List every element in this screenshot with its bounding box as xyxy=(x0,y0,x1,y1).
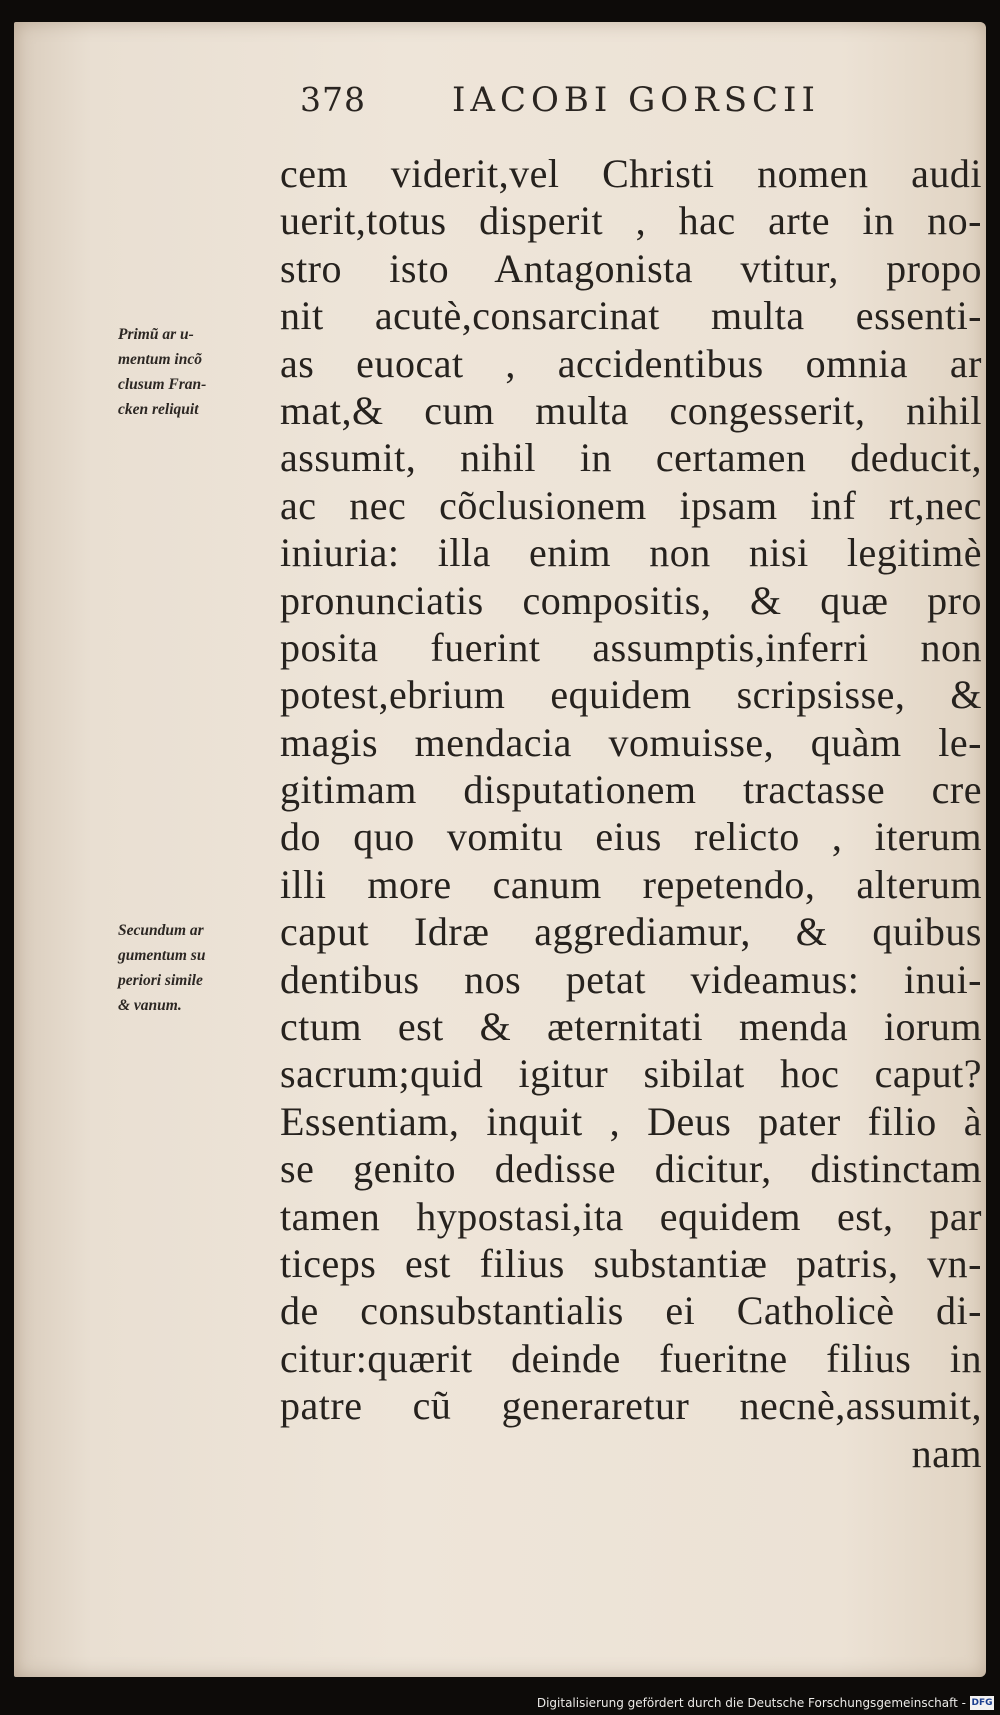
text-line: do quo vomitu eius relicto , iterum xyxy=(280,814,982,860)
text-line: ticeps est filius substantiæ patris, vn- xyxy=(280,1240,982,1286)
running-title: IACOBI GORSCII xyxy=(452,80,820,120)
text-line: Essentiam, inquit , Deus pater filio à xyxy=(280,1098,982,1144)
text-line: cem viderit,vel Christi nomen audi xyxy=(280,151,982,196)
text-line: iniuria: illa enim non nisi legitimè xyxy=(280,530,982,576)
text-line: magis mendacia vomuisse, quàm le- xyxy=(280,719,982,765)
text-line: citur:quærit deinde fueritne filius in xyxy=(280,1335,982,1381)
dfg-logo-icon: DFG xyxy=(971,1698,993,1708)
page-number: 378 xyxy=(300,80,366,119)
margin-note-line: mentum incõ xyxy=(118,351,202,368)
text-line: assumit, nihil in certamen deducit, xyxy=(280,435,982,481)
margin-note-line: & vanum. xyxy=(118,997,182,1014)
margin-note-line: periori simile xyxy=(118,972,203,989)
text-line: ac nec cõclusionem ipsam inf rt,nec xyxy=(280,482,982,528)
text-line: nit acutè,consarcinat multa essenti- xyxy=(280,293,982,339)
text-line: as euocat , accidentibus omnia ar xyxy=(280,340,982,386)
funding-notice: Digitalisierung gefördert durch die Deutsche Forschungsgemeinschaft - xyxy=(536,1696,966,1710)
margin-note-second-argument xyxy=(118,918,278,1018)
catchword: nam xyxy=(911,1430,982,1476)
text-line: gitimam disputationem tractasse cre xyxy=(280,767,982,813)
text-line: tamen hypostasi,ita equidem est, par xyxy=(280,1193,982,1239)
text-line: uerit,totus disperit , hac arte in no- xyxy=(280,198,982,244)
margin-note-line: clusum Fran- xyxy=(118,376,207,393)
margin-note-first-argument xyxy=(118,322,278,422)
margin-note-line: Primũ ar u- xyxy=(118,326,194,343)
text-line: posita fuerint assumptis,inferri non xyxy=(280,624,982,670)
text-line: illi more canum repetendo, alterum xyxy=(280,861,982,907)
text-line: de consubstantialis ei Catholicè di- xyxy=(280,1288,982,1334)
text-line: pronunciatis compositis, & quæ pro xyxy=(280,577,982,623)
text-line: caput Idræ aggrediamur, & quibus xyxy=(280,909,982,955)
margin-note-line: gumentum su xyxy=(118,947,206,964)
text-line: stro isto Antagonista vtitur, propo xyxy=(280,245,982,291)
book-page xyxy=(14,22,986,1677)
text-line: mat,& cum multa congesserit, nihil xyxy=(280,387,982,433)
text-line: dentibus nos petat videamus: inui- xyxy=(280,956,982,1002)
text-line: ctum est & æternitati menda iorum xyxy=(280,1004,982,1050)
margin-note-line: Secundum ar xyxy=(118,922,204,939)
main-text-block xyxy=(280,150,982,1477)
text-line: patre cũ generaretur necnè,assumit, xyxy=(280,1383,982,1429)
text-line: potest,ebrium equidem scripsisse, & xyxy=(280,672,982,718)
text-line: sacrum;quid igitur sibilat hoc caput? xyxy=(280,1051,982,1097)
text-line: se genito dedisse dicitur, distinctam xyxy=(280,1146,982,1192)
margin-note-line: cken reliquit xyxy=(118,401,199,418)
